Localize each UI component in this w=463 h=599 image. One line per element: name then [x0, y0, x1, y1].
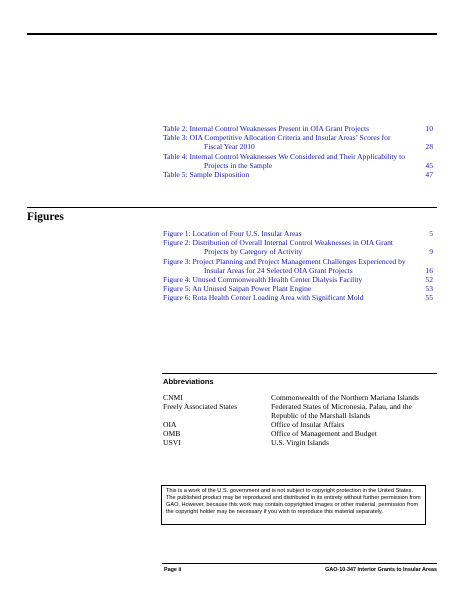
abbreviation-meaning: Federated States of Micronesia, Palau, and the Republic of the Marshall Islands [271, 402, 412, 420]
figure-entry-title[interactable]: Figure 3: Project Planning and Project Management Challenges Experienced by Insular Areas for 24 Selected OIA Grant Projects [163, 256, 406, 275]
abbreviation-row [163, 429, 433, 438]
abbreviation-meaning: Office of Management and Budget [271, 429, 377, 438]
table-entry-page[interactable]: 10 [425, 124, 433, 133]
abbreviation-meaning: Commonwealth of the Northern Mariana Islands [271, 393, 419, 402]
table-entry-title[interactable]: Table 4: Internal Control Weaknesses We Considered and Their Applicability to Projects in the Sample [163, 151, 406, 170]
figure-entry-page[interactable]: 5 [429, 229, 433, 238]
abbreviations-title: Abbreviations [163, 377, 214, 386]
figure-entry-title[interactable]: Figure 2: Distribution of Overall Internal Control Weaknesses in OIA Grant Projects by Category of Activity [163, 238, 393, 257]
figures-list [163, 229, 433, 303]
table-entry-page[interactable]: 47 [425, 170, 433, 180]
figure-entry-title[interactable]: Figure 5: An Unused Saipan Power Plant Engine [163, 284, 312, 294]
table-entry-title[interactable]: Table 3: OIA Competitive Allocation Criteria and Insular Areas’ Scores for Fiscal Year 2010 [163, 133, 391, 152]
abbreviation-term: USVI [163, 438, 181, 447]
abbreviation-row [163, 393, 433, 402]
abbreviation-row [163, 438, 433, 447]
copyright-notice: This is a work of the U.S. government and is not subject to copyright protection in the United States. The published product may be reproduced and distributed in its entirety without further permission from GAO. However, because this work may contain copyrighted images or other material, permission from the copyright holder may be necessary if you wish to reproduce this material separately. [161, 485, 426, 525]
abbreviation-meaning: U.S. Virgin Islands [271, 438, 329, 447]
figure-entry-title[interactable]: Figure 6: Rota Health Center Loading Area with Significant Mold [163, 293, 364, 303]
table-entry[interactable] [163, 133, 433, 151]
figure-entry[interactable] [163, 257, 433, 275]
abbreviations-block [163, 375, 433, 447]
figure-entry[interactable] [163, 229, 433, 238]
figure-entry-title[interactable]: Figure 1: Location of Four U.S. Insular Areas [163, 229, 302, 238]
figure-entry-page[interactable]: 16 [425, 265, 433, 275]
top-rule [27, 33, 437, 35]
figure-entry-page[interactable]: 52 [425, 275, 433, 285]
table-entry-page[interactable]: 45 [425, 160, 433, 170]
footer-rule [162, 563, 437, 564]
figures-section-rule [27, 207, 437, 208]
abbreviation-term: OMB [163, 429, 181, 438]
figure-entry-page[interactable]: 53 [425, 284, 433, 294]
figure-entry[interactable] [163, 293, 433, 302]
footer-page-number: Page ii [164, 567, 182, 573]
figure-entry[interactable] [163, 238, 433, 256]
figure-entry-page[interactable]: 9 [429, 247, 433, 257]
abbreviation-meaning: Office of Insular Affairs [271, 420, 345, 429]
tables-list [163, 124, 433, 179]
abbreviations-list [163, 393, 433, 447]
table-entry-page[interactable]: 28 [425, 142, 433, 152]
figures-heading: Figures [27, 211, 64, 223]
figure-entry[interactable] [163, 284, 433, 293]
figure-entry-page[interactable]: 55 [425, 293, 433, 303]
table-entry[interactable] [163, 152, 433, 170]
abbreviation-row [163, 420, 433, 429]
figure-entry[interactable] [163, 275, 433, 284]
table-entry-title[interactable]: Table 5: Sample Disposition [163, 170, 250, 180]
abbreviation-term: CNMI [163, 393, 183, 402]
abbreviations-rule [162, 373, 437, 374]
footer-report-title: GAO-10-347 Interior Grants to Insular Areas [325, 567, 437, 573]
table-entry[interactable] [163, 170, 433, 179]
abbreviation-row [163, 402, 433, 420]
abbreviation-term: Freely Associated States [163, 402, 238, 411]
abbreviation-term: OIA [163, 420, 177, 429]
table-entry-title[interactable]: Table 2: Internal Control Weaknesses Present in OIA Grant Projects [163, 124, 370, 133]
table-entry[interactable] [163, 124, 433, 133]
figure-entry-title[interactable]: Figure 4: Unused Commonwealth Health Center Dialysis Facility [163, 275, 363, 285]
